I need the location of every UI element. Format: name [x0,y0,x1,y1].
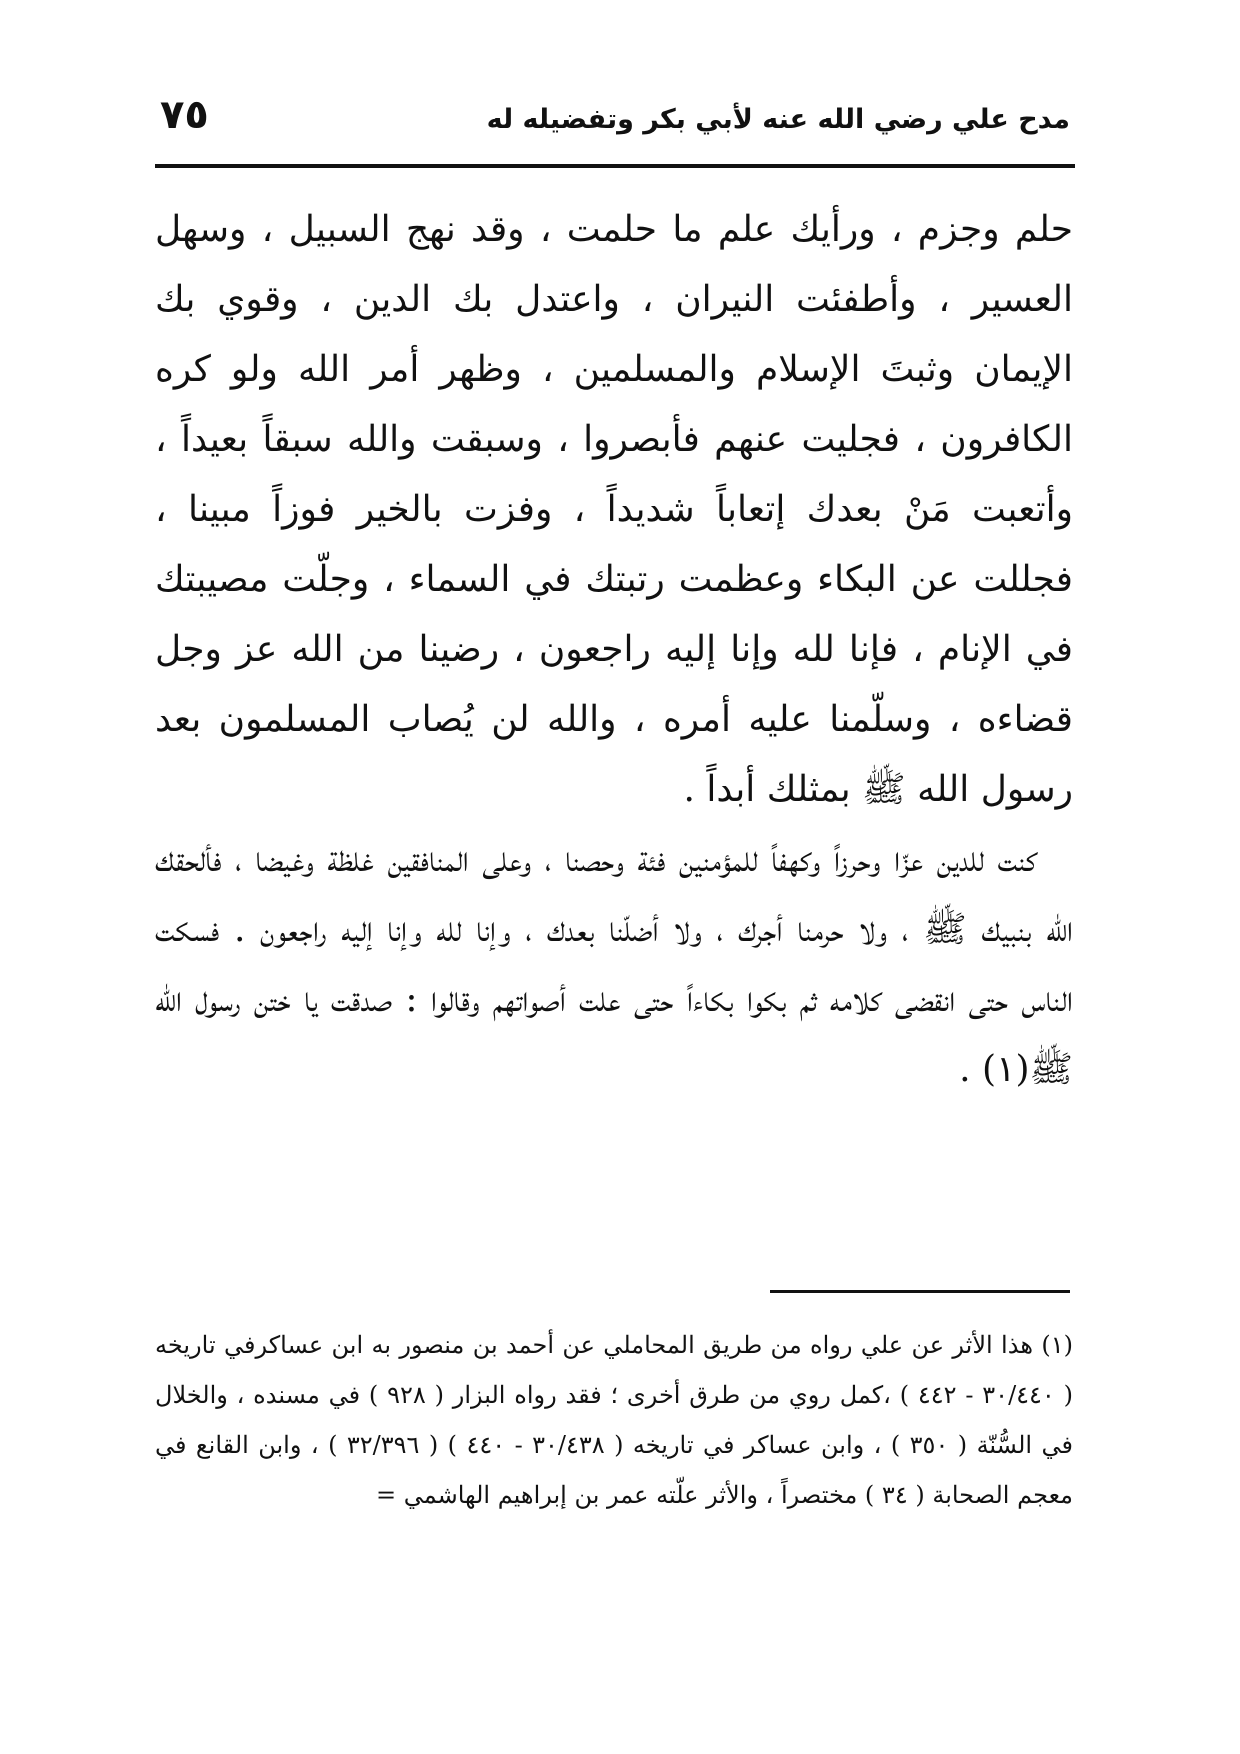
running-title: مدح علي رضي الله عنه لأبي بكر وتفضيله له [486,104,1070,135]
paragraph: حلم وجزم ، ورأيك علم ما حلمت ، وقد نهج السبيل ، وسهل العسير ، وأطفئت النيران ، واعتدل بك الدين ، وقوي بك الإيمان وثبتَ الإسلام والمسلمين ، وظهر أمر الله ولو كره الكافرون ، فجليت عنهم فأبصروا ، وسبقت والله سبقاً بعيداً ، وأتعبت مَنْ بعدك إتعاباً شديداً ، وفزت بالخير فوزاً مبينا ، فجللت عن البكاء وعظمت رتبتك في السماء ، وجلّت مصيبتك في الإنام ، فإنا لله وإنا إليه راجعون ، رضينا من الله عز وجل قضاءه ، وسلّمنا عليه أمره ، والله لن يُصاب المسلمون بعد رسول الله ﷺ بمثلك أبداً . [155,209,1073,810]
footnote-divider [770,1290,1070,1293]
footnote [155,1320,1073,1520]
footnote-text: هذا الأثر عن علي رواه من طريق المحاملي عن أحمد بن منصور به ابن عساكرفي تاريخه ( ٣٠/٤٤٠ - ٤٤٢ ) ،كمل روي من طرق أخرى ؛ فقد رواه البزار ( ٩٢٨ ) في مسنده ، والخلال في السُّنّة ( ٣٥٠ ) ، وابن عساكر في تاريخه ( ٣٠/٤٣٨ - ٤٤٠ ) ( ٣٢/٣٩٦ ) ، وابن القانع في معجم الصحابة ( ٣٤ ) مختصراً ، والأثر علّته عمر بن إبراهيم الهاشمي = [155,1331,1073,1509]
page-number: ٧٥ [160,92,209,138]
footnotes [155,1320,1073,1520]
header-divider [155,164,1075,168]
paragraph: كنت للدين عزّا وحرزاً وكهفاً للمؤمنين فئة وحصنا ، وعلى المنافقين غلظة وغيضا ، فألحقك الله بنبيك ﷺ ، ولا حرمنا أجرك ، ولا أضلّنا بعدك ، وإنا لله وإنا إليه راجعون . فسكت الناس حتى انقضى كلامه ثم بكوا بكاءاً حتى علت أصواتهم وقالوا : صدقت يا ختن رسول الله ﷺ(١) . [155,839,1073,1090]
running-header [160,88,1070,148]
footnote-marker: (١) [1041,1331,1073,1359]
main-text [155,195,1073,1105]
